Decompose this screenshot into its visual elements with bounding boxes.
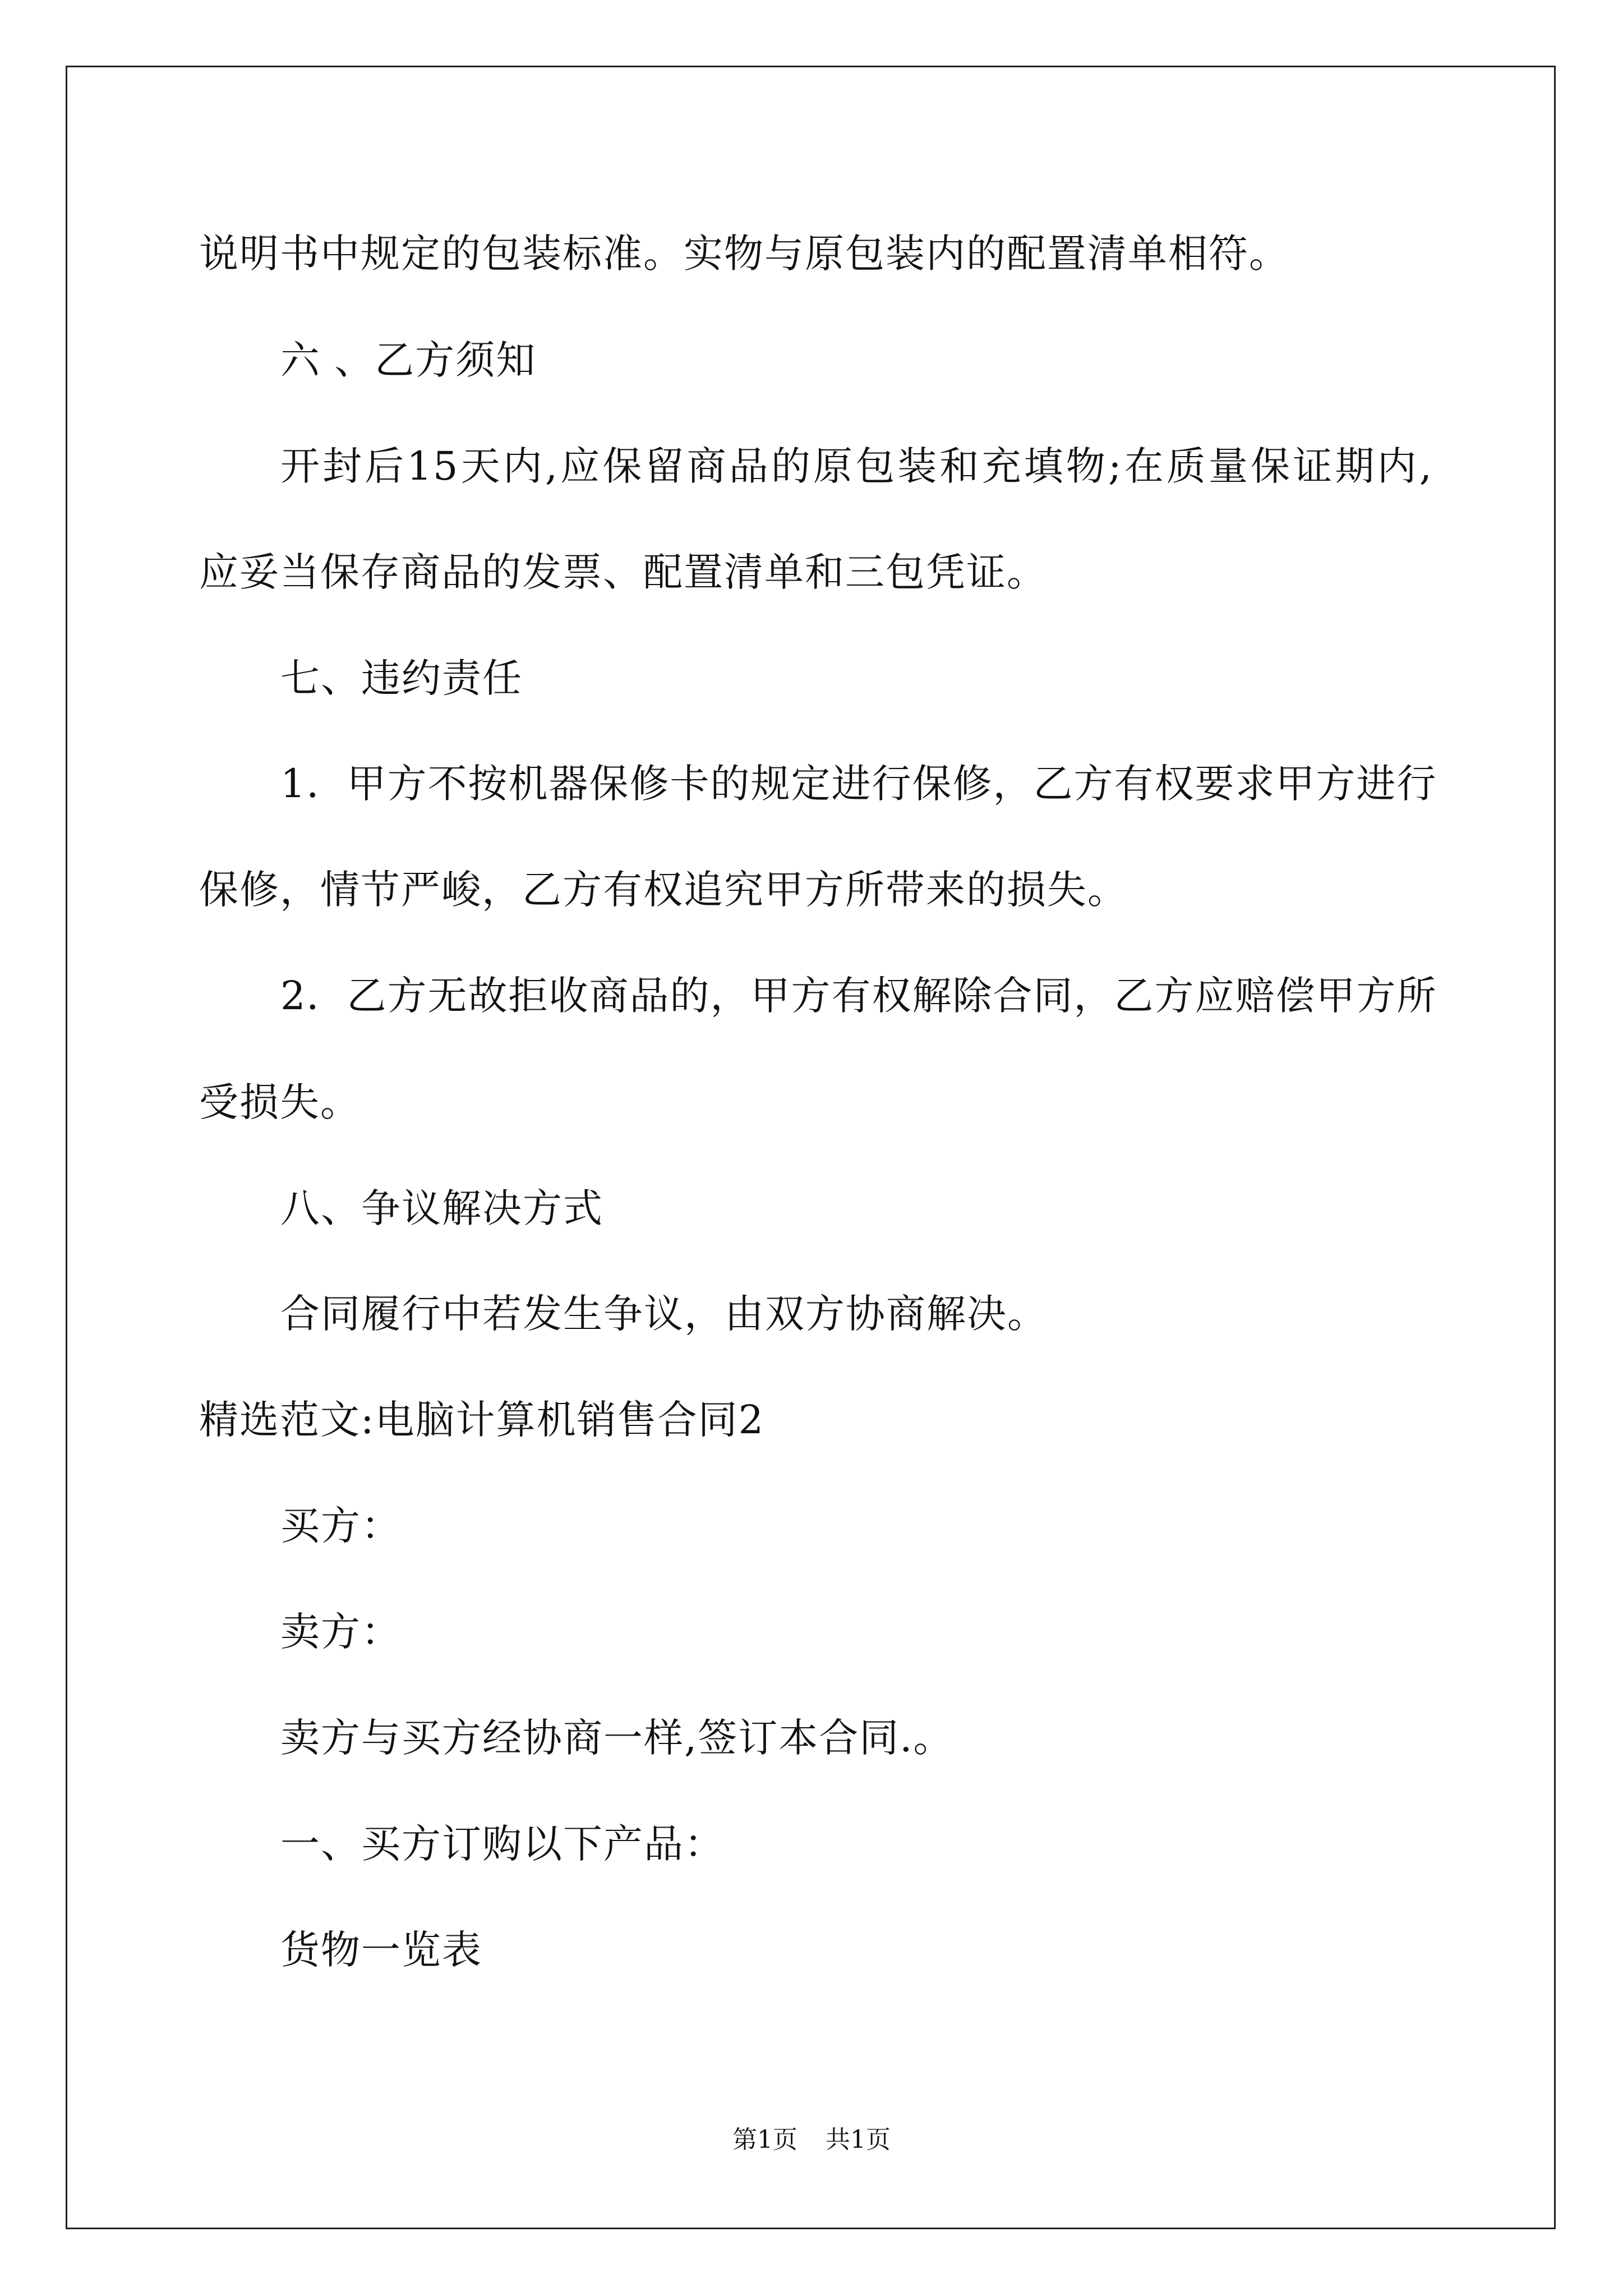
section-heading: 八、争议解决方式 (280, 1185, 603, 1231)
paragraph-line: 说明书中规定的包装标准。实物与原包装内的配置清单相符。 (199, 231, 1289, 277)
paragraph-line: 应妥当保存商品的发票、配置清单和三包凭证。 (199, 549, 1047, 595)
section-heading: 六 、乙方须知 (280, 337, 537, 383)
page-number: 第1页 (732, 2125, 797, 2154)
page-border (66, 66, 1556, 2229)
paragraph-line: 货物一览表 (280, 1927, 482, 1973)
paragraph-line: 合同履行中若发生争议，由双方协商解决。 (280, 1291, 1048, 1337)
paragraph-line: 卖方与买方经协商一样,签订本合同.。 (280, 1715, 954, 1761)
section-heading: 七、违约责任 (280, 655, 523, 701)
paragraph-line: 开封后15天内,应保留商品的原包装和充填物;在质量保证期内, (280, 443, 1433, 489)
paragraph-line: 1．甲方不按机器保修卡的规定进行保修，乙方有权要求甲方进行 (280, 761, 1437, 807)
page-footer (0, 2125, 1623, 2154)
document-subtitle: 精选范文:电脑计算机销售合同2 (199, 1397, 765, 1443)
paragraph-line: 保修，情节严峻，乙方有权追究甲方所带来的损失。 (199, 867, 1128, 913)
section-heading: 一、买方订购以下产品： (280, 1821, 725, 1867)
paragraph-line: 卖方： (280, 1609, 402, 1655)
paragraph-line: 买方： (280, 1503, 402, 1549)
page-total: 共1页 (826, 2125, 891, 2154)
paragraph-line: 2．乙方无故拒收商品的，甲方有权解除合同，乙方应赔偿甲方所 (280, 973, 1437, 1019)
paragraph-line: 受损失。 (199, 1079, 361, 1125)
